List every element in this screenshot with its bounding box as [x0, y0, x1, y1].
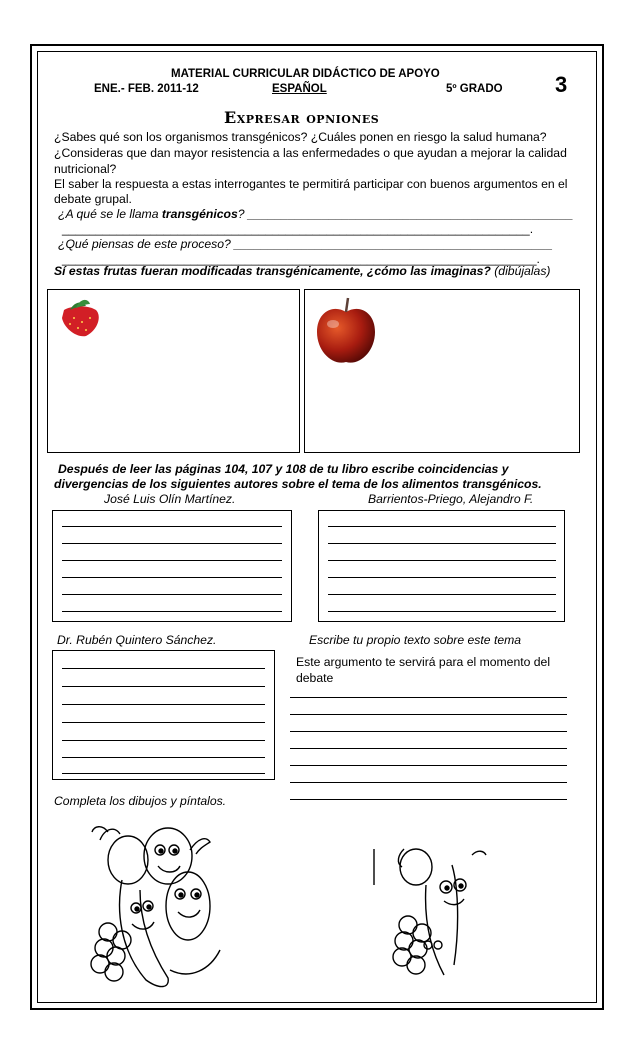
drawing-prompt [54, 264, 550, 280]
own-text-prompt: Escribe tu propio texto sobre este tema [309, 633, 522, 647]
argument-note-2: debate [296, 671, 334, 685]
writing-line[interactable] [328, 611, 556, 612]
reading-line-2: divergencias de los siguientes autores sobre el tema de los alimentos transgénicos. [54, 477, 542, 491]
drawing-prompt-bold: Sí estas frutas fueran modificadas transgénicamente, ¿cómo las imaginas? [54, 264, 491, 278]
complete-instruction: Completa los dibujos y píntalos. [54, 794, 227, 808]
intro-line-2: ¿Consideras que dan mayor resistencia a las enfermedades o que ayudan a mejorar la calidad [54, 146, 567, 160]
writing-line[interactable] [328, 526, 556, 527]
intro-line-4: El saber la respuesta a estas interrogantes te permitirá participar con buenos argumentos en el [54, 177, 568, 191]
question-1 [58, 207, 573, 223]
page-number: 3 [555, 72, 568, 97]
writing-line[interactable] [62, 611, 282, 612]
header-subject: ESPAÑOL [272, 83, 327, 95]
intro-line-5: debate grupal. [54, 192, 132, 206]
q2-answer-line[interactable]: ______________________________________________________________________. [62, 252, 540, 266]
apple-icon [313, 294, 379, 370]
header-grade: 5º GRADO [446, 83, 503, 95]
author-1-box[interactable] [52, 510, 292, 622]
own-text-line[interactable] [290, 799, 567, 800]
own-text-line[interactable] [290, 714, 567, 715]
writing-line[interactable] [62, 526, 282, 527]
reading-line-1: Después de leer las páginas 104, 107 y 108 de tu libro escribe coincidencias y [58, 462, 509, 476]
writing-line[interactable] [62, 577, 282, 578]
writing-line[interactable] [328, 594, 556, 595]
writing-line[interactable] [62, 686, 265, 687]
own-text-line[interactable] [290, 697, 567, 698]
writing-line[interactable] [62, 668, 265, 669]
own-text-line[interactable] [290, 731, 567, 732]
writing-line[interactable] [62, 543, 282, 544]
author-2-box[interactable] [318, 510, 565, 622]
page-title: Expresar opniones [224, 108, 380, 127]
q1-term: transgénicos [161, 207, 238, 221]
writing-line[interactable] [328, 577, 556, 578]
writing-line[interactable] [62, 757, 265, 758]
intro-line-3: nutricional? [54, 162, 117, 176]
intro-line-1: ¿Sabes qué son los organismos transgénicos? ¿Cuáles ponen en riesgo la salud humana? [54, 130, 547, 144]
own-text-line[interactable] [290, 748, 567, 749]
fruit-cartoon-full-icon[interactable] [80, 820, 240, 1000]
writing-line[interactable] [62, 722, 265, 723]
q1-prefix: ¿A qué se le llama [58, 207, 162, 221]
own-text-line[interactable] [290, 765, 567, 766]
author-3-box[interactable] [52, 650, 275, 780]
question-2: ¿Qué piensas de este proceso? _______________________________________________ [58, 237, 553, 251]
writing-line[interactable] [62, 704, 265, 705]
writing-line[interactable] [62, 740, 265, 741]
strawberry-icon [56, 296, 106, 340]
author-2: Barrientos-Priego, Alejandro F. [368, 492, 534, 506]
drawing-prompt-note: (dibújalas) [490, 264, 551, 278]
own-text-line[interactable] [290, 782, 567, 783]
fruit-cartoon-partial-icon[interactable] [368, 845, 498, 1005]
writing-line[interactable] [328, 560, 556, 561]
author-3: Dr. Rubén Quintero Sánchez. [57, 633, 217, 647]
apple-drawing-box[interactable] [304, 289, 580, 453]
header-top-line: MATERIAL CURRICULAR DIDÁCTICO DE APOYO [171, 68, 440, 80]
writing-line[interactable] [328, 543, 556, 544]
writing-line[interactable] [62, 560, 282, 561]
author-1: José Luis Olín Martínez. [104, 492, 236, 506]
strawberry-drawing-box[interactable] [47, 289, 300, 453]
header-period: ENE.- FEB. 2011-12 [94, 83, 199, 95]
writing-line[interactable] [62, 773, 265, 774]
q1-answer-line[interactable]: _____________________________________________________________________. [62, 222, 534, 236]
argument-note-1: Este argumento te servirá para el momento del [296, 655, 551, 669]
q1-suffix: ? ________________________________________________ [237, 207, 574, 221]
writing-line[interactable] [62, 594, 282, 595]
